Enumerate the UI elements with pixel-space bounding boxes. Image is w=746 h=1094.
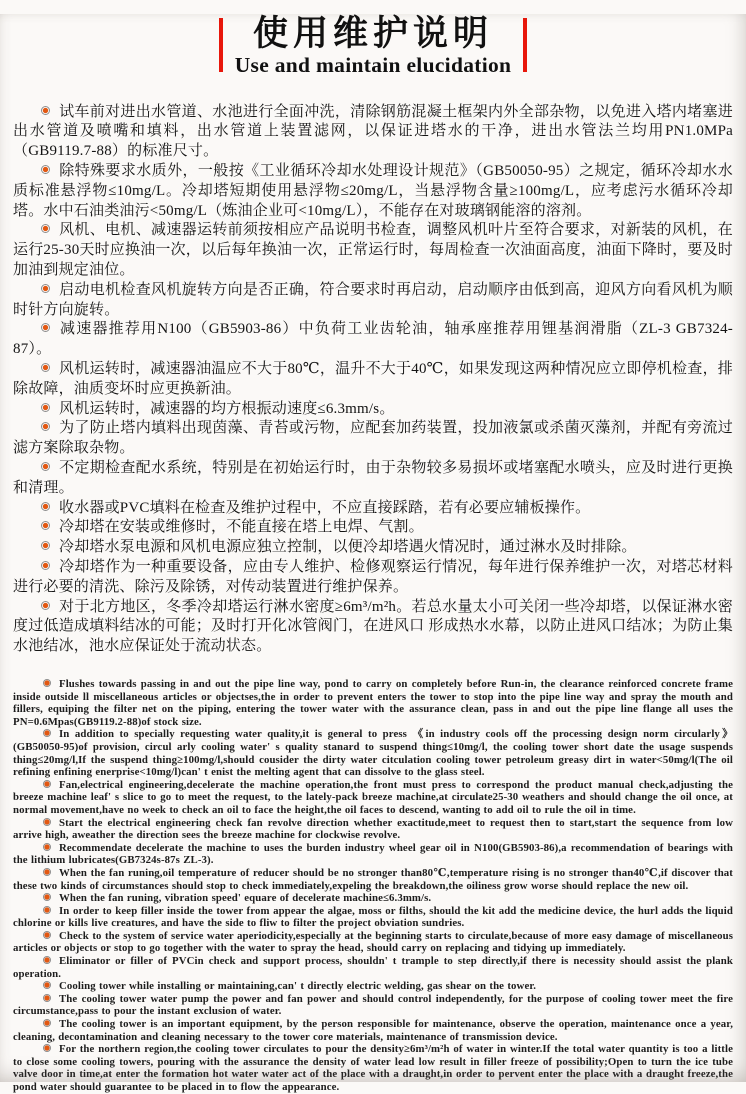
instruction-item-english [13,779,733,817]
page-title-english: Use and maintain elucidation [234,53,512,78]
instruction-text: The cooling tower is an important equipment, by the person responsible for maintenance, observe the operation, maintenance once a year, cleaning, decontamination and cleaning necessary to the tower core materials, maintenance of transmission device. [13,1018,733,1043]
bullet-icon [41,363,50,372]
instruction-item-chinese [13,459,733,499]
instruction-text: 风机运转时，减速器油温应不大于80℃，温升不大于40℃，如果发现这两种情况应立即停机检查，排除故障，油质变坏时应更换新油。 [13,361,733,397]
instruction-text: Cooling tower while installing or maintaining,can' t directly electric welding, gas shear on the tower. [59,980,537,993]
instruction-item-chinese [13,221,733,280]
bullet-icon [43,906,51,914]
bullet-icon [43,729,51,737]
bullet-icon [43,679,51,687]
instruction-item-chinese [13,400,733,420]
bullet-icon [41,422,50,431]
instruction-item-english [13,1043,733,1093]
bullet-icon [41,403,50,412]
instruction-item-chinese [13,320,733,360]
instruction-text: Flushes towards passing in and out the pipe line way, pond to carry on completely before Run-in, the clearance reinforced concrete frame inside outside ll miscellaneous articles or objectses,the in order to prevent enters the tower to stop into the pipe line way and spray the mouth and fillers, equiping the filter net on the piping, entering the tower water with the assurance clean, pass in and out the pipe line flange all uses the PN=0.6Mpas(GB9119.2-88)of stock size. [13,678,733,728]
bullet-icon [43,931,51,939]
bullet-icon [41,502,50,511]
title-left-accent-bar [219,18,223,72]
bullet-icon [43,1019,51,1027]
instruction-text: 为了防止塔内填料出现茵藻、青苔或污物，应配套加药装置，投加液氯或杀菌灭藻剂，并配有旁流过滤方案除取杂物。 [13,420,733,457]
instruction-item-chinese [13,538,733,558]
bullet-icon [41,601,50,610]
instruction-text: 冷却塔在安装或维修时，不能直接在塔上电焊、气割。 [59,519,424,536]
bullet-icon [41,323,50,332]
instruction-item-chinese [13,281,733,321]
instruction-item-english [13,728,733,778]
instruction-item-english [13,892,733,905]
instruction-item-chinese [13,419,733,459]
bullet-icon [41,521,50,530]
instruction-text: Fan,electrical engineering,decelerate the machine operation,the front must press to correspond the product manual check,adjusting the breeze machine leaf' s slice to go to meet the request, to the lately-pack breeze machine,at circulate25-30 weathers and should change the oil once, at normal movement,have no week to check an oil to face the height,the oil faces to descend, wanting to add oil to rule the oil in time. [13,778,733,816]
bullet-icon [43,1044,51,1052]
bullet-icon [41,541,50,550]
instruction-item-english [13,905,733,930]
english-instructions-section [13,678,733,1094]
bullet-icon [43,981,51,989]
bullet-icon [41,224,50,233]
bullet-icon [41,561,50,570]
instruction-item-chinese [13,518,733,538]
instruction-item-english [13,993,733,1018]
instruction-item-english [13,930,733,955]
instruction-item-chinese [13,598,733,657]
instruction-item-chinese [13,103,733,162]
bullet-icon [41,165,50,174]
instruction-item-chinese [13,162,733,221]
bullet-icon [41,284,50,293]
instruction-item-english [13,955,733,980]
instruction-text: The cooling tower water pump the power and fan power and should control independently, for the purpose of cooling tower meet the fire circumstance,pass to pour the instant exclusion of water. [13,992,733,1018]
instruction-item-english [13,817,733,842]
bullet-icon [43,843,51,851]
bullet-icon [43,868,51,876]
instruction-item-chinese [13,558,733,598]
instruction-text: 对于北方地区，冬季冷却塔运行淋水密度≥6m³/m²h。若总水量太小可关闭一些冷却塔，以保证淋水密度过低造成填料结冰的可能；及时打开化冰管阀门，在进风口 形成热水水幕，以防止进风口结冰；为防止集水池结冰，池水应保证处于流动状态。 [13,598,733,655]
instruction-text: 收水器或PVC填料在检查及维护过程中，不应直接踩踏，若有必要应辅板操作。 [59,499,591,516]
title-block [219,14,528,77]
instruction-text: Recommendate decelerate the machine to uses the burden industry wheel gear oil in N100(GB5903-86),a recommendation of bearings with the lithium lubricates(GB7324s-87s ZL-3). [13,841,733,867]
instruction-item-english [13,980,733,993]
instruction-item-english [13,842,733,867]
instruction-item-english [13,678,733,728]
bullet-icon [43,956,51,964]
instruction-text: When the fan runing, vibration speed' equare of decelerate machine≤6.3mm/s. [59,892,432,905]
bullet-icon [43,818,51,826]
bullet-icon [41,462,50,471]
chinese-instructions-section [13,103,733,657]
instruction-item-english [13,1018,733,1043]
instruction-text: For the northern region,the cooling tower circulates to pour the density≥6m³/m²h of water in winter.If the total water quantity is too a little to close some cooling towers, pouring with the assurance the density of water lead low result in filler freeze of possibility;Open to turn the ice tube valve door in time,at enter the formation hot water water act of the place with a draught,in order to pervent enter the place with a draught freeze,the pond water should guarantee to be placed in to flow the appearance. [13,1043,733,1093]
instruction-text: 冷却塔水泵电源和风机电源应独立控制，以便冷却塔遇火情况时，通过淋水及时排除。 [59,539,637,556]
instruction-text: When the fan runing,oil temperature of reducer should be no stronger than80℃,temperature rising is no stronger than40℃,if discover that these two kinds of circumstances should stop to check immediately,expeling the breakdown,the oiliness grow worse should replace the new oil. [13,866,733,892]
instruction-text: Check to the system of service water aperiodicity,especially at the beginning starts to circulate,because of more easy damage of miscellaneous articles or objects or stop to go together with the water to spray the head, should carry on replacing and tidying up immediately. [13,929,733,955]
instruction-text: 启动电机检查风机旋转方向是否正确，符合要求时再启动，启动顺序由低到高，迎风方向看风机为顺时针方向旋转。 [13,281,733,318]
bullet-icon [43,994,51,1002]
bullet-icon [43,780,51,788]
instruction-item-english [13,867,733,892]
page-title [235,14,512,77]
instruction-text: 除特殊要求水质外，一般按《工业循环冷却水处理设计规范》（GB50050-95）之规定，循环冷却水水质标准悬浮物≤10mg/L。冷却塔短期使用悬浮物≤20mg/L，当悬浮物含量≥100mg/L，应考虑污水循环冷却塔。水中石油类油污<50mg/L（炼油企业可<10mg/L），不能存在对玻璃钢能溶的溶剂。 [13,163,733,219]
title-right-accent-bar [523,18,527,72]
instruction-item-chinese [13,499,733,519]
instruction-text: 冷却塔作为一种重要设备，应由专人维护、检修观察运行情况，每年进行保养维护一次，对塔芯材料进行必要的清洗、除污及除锈，对传动装置进行维护保养。 [13,559,733,595]
bullet-icon [43,893,51,901]
instruction-text: 减速器推荐用N100（GB5903-86）中负荷工业齿轮油，轴承座推荐用锂基润滑脂（ZL-3 GB7324-87）。 [13,321,733,358]
page-title-chinese: 使用维护说明 [252,14,493,53]
bullet-icon [41,106,50,115]
instruction-text: 不定期检查配水系统，特别是在初始运行时，由于杂物较多易损坏或堵塞配水喷头，应及时进行更换和清理。 [13,460,733,496]
instruction-text: 试车前对进出水管道、水池进行全面冲洗，清除钢筋混凝土框架内外全部杂物，以免进入塔内堵塞进出水管道及喷嘴和填料，出水管道上装置滤网，以保证进塔水的干净，进出水管法兰均用PN1.0MPa（GB9119.7-88）的标准尺寸。 [13,103,733,160]
instruction-text: Eliminator or filler of PVCin check and support process, shouldn' t trample to step directly,if there is necessity should assist the plank operation. [13,955,733,980]
instruction-text: 风机运转时，减速器的均方根振动速度≤6.3mm/s。 [59,400,395,417]
instruction-text: In addition to specially requesting water quality,it is general to press 《in industry cools off the processing design norm circularly》 (GB50050-95)of provision, circul arly cooling water' s quality stanard to suspend thing≤10mg/l, the cooling tower short date the usage suspends thing≤20mg/l,If the suspend thing≥100mg/l,should cousider the dirty water citculation cooling tower petroleum greasy dirt in water<50mg/l(The oil refining enfining enerprise<10mg/l)can' t enist the melting agent that can dissolve to the glass steel. [13,728,733,779]
instruction-text: In order to keep filler inside the tower from appear the algae, moss or filths, should the kit add the medicine device, the hurl adds the liquid chlorine or kills live creatures, and have the side to fliw to filter the project obviation sundries. [13,904,733,930]
instruction-item-chinese [13,360,733,400]
instruction-text: 风机、电机、减速器运转前须按相应产品说明书检查，调整风机叶片至符合要求，对新装的风机，在运行25-30天时应换油一次，以后每年换油一次，正常运行时，每周检查一次油面高度，油面下降时，要及时加油到规定油位。 [13,222,733,279]
instruction-text: Start the electrical engineering check fan revolve direction whether exactitude,meet to request then to start,start the sequence from low arrive high, aweather the direction sees the breeze machine for clockwise revolve. [13,816,733,842]
